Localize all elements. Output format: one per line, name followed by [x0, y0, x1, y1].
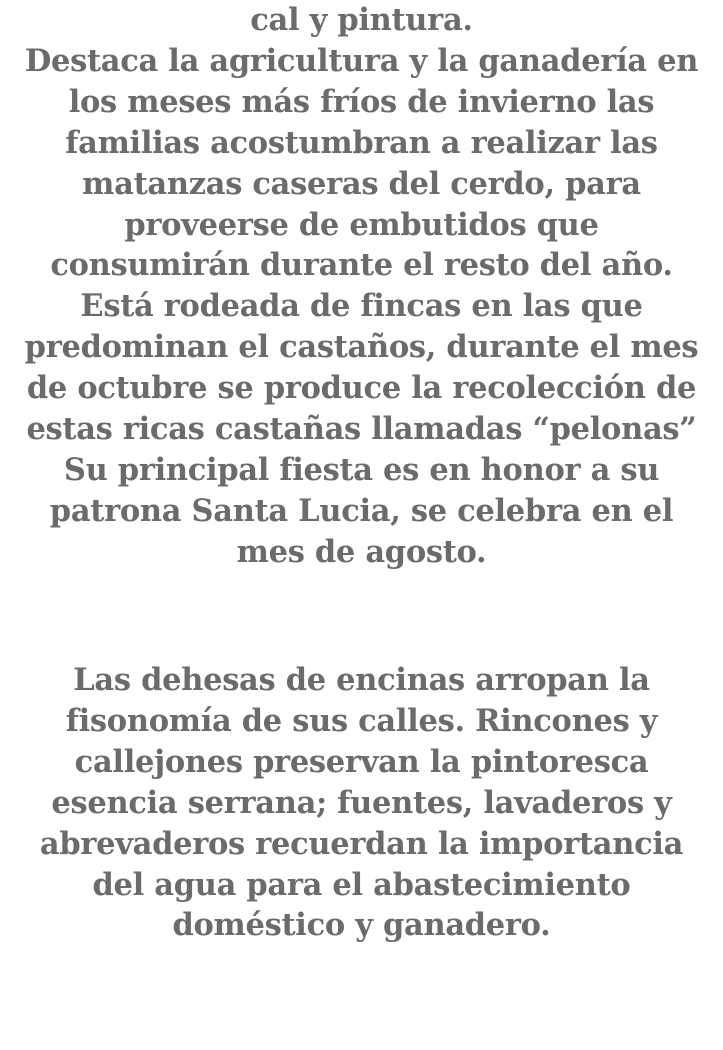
text-line: del agua para el abastecimiento: [92, 866, 631, 903]
text-line: Su principal fiesta es en honor a su: [63, 451, 660, 488]
text-line: consumirán durante el resto del año.: [50, 247, 673, 284]
text-line: fisonomía de sus calles. Rincones y: [65, 702, 658, 739]
text-line: abrevaderos recuerdan la importancia: [39, 825, 684, 862]
text-line: doméstico y ganadero.: [172, 907, 551, 944]
text-line: predominan el castaños, durante el mes: [24, 329, 699, 366]
text-line: esencia serrana; fuentes, lavaderos y: [51, 784, 672, 821]
paragraph-dehesas-streets: [0, 660, 723, 946]
text-line: de octubre se produce la recolección de: [26, 370, 697, 407]
text-line: Está rodeada de fincas en las que: [80, 288, 643, 325]
text-line: callejones preservan la pintoresca: [74, 743, 649, 780]
text-line: los meses más fríos de invierno las: [68, 83, 655, 120]
text-line: estas ricas castañas llamadas “pelonas”: [26, 411, 697, 448]
text-line: matanzas caseras del cerdo, para: [82, 165, 641, 202]
text-line: Destaca la agricultura y la ganadería en: [24, 42, 699, 79]
text-line: Las dehesas de encinas arropan la: [73, 662, 650, 698]
text-line: familias acostumbran a realizar las: [65, 124, 658, 161]
text-line: patrona Santa Lucia, se celebra en el: [49, 492, 674, 529]
text-line: mes de agosto.: [236, 533, 487, 570]
text-line: cal y pintura.: [250, 2, 473, 38]
text-line: proveerse de embutidos que: [124, 206, 599, 243]
